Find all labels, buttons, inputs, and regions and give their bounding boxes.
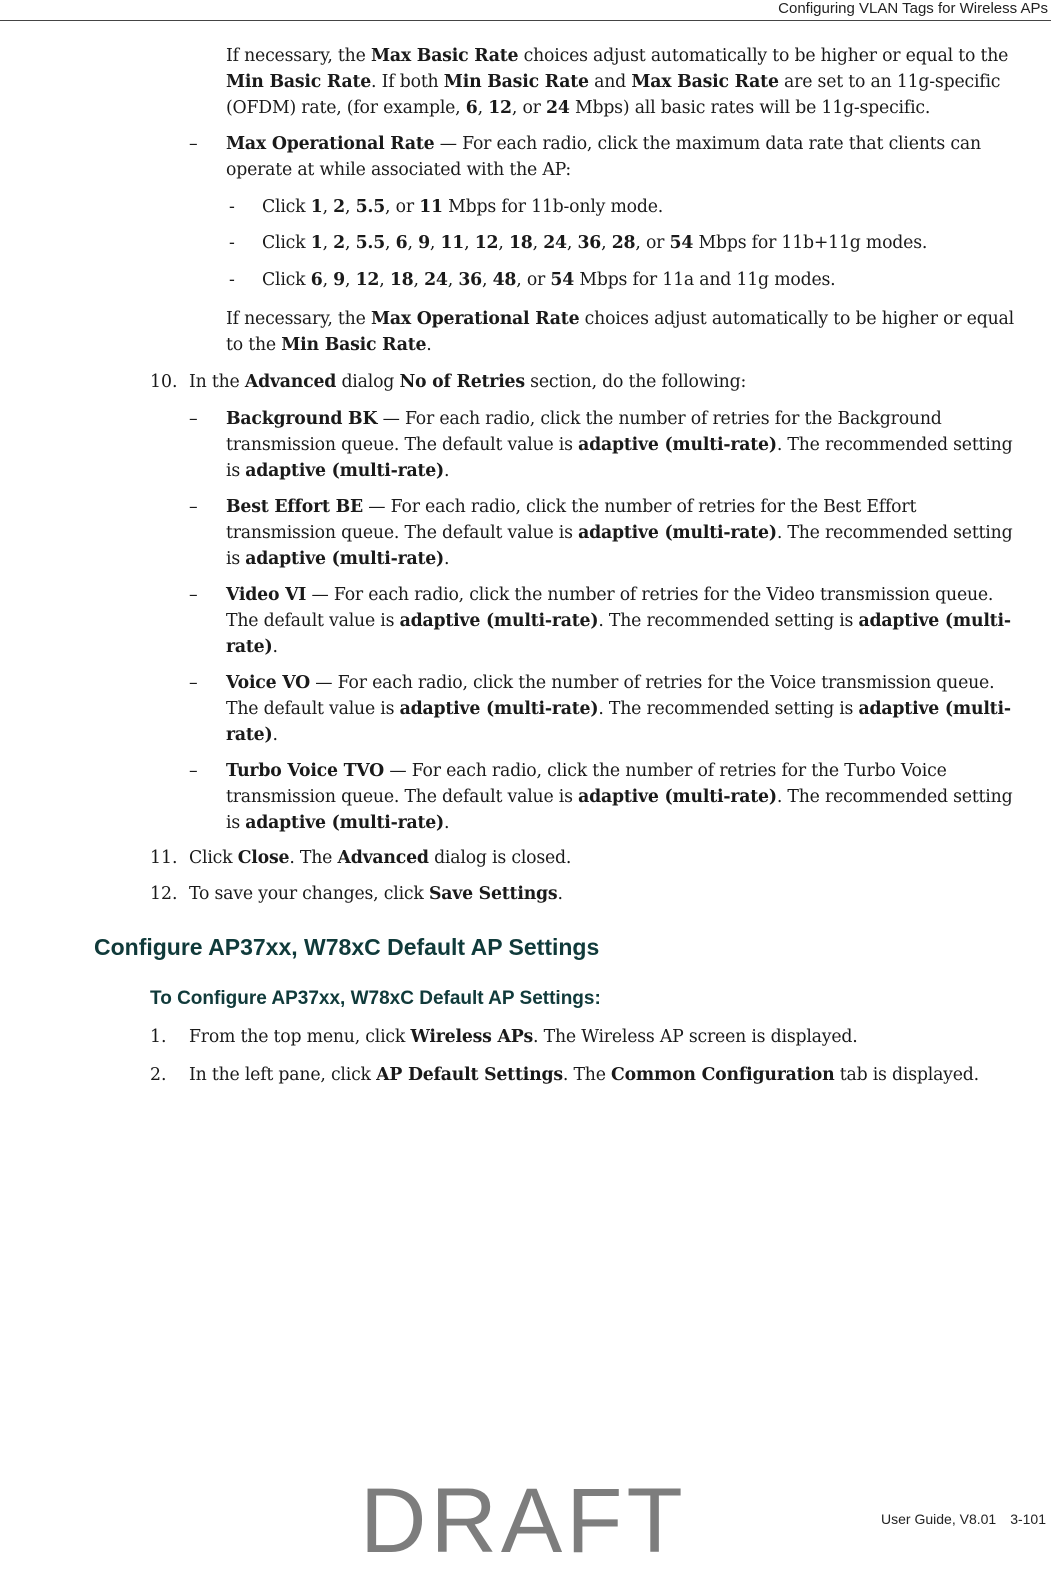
sub-bullet-11b-11g: Click 1, 2, 5.5, 6, 9, 11, 12, 18, 24, 36, 28, or 54 Mbps for 11b+11g modes. <box>262 233 928 253</box>
procedure-step-2: In the left pane, click AP Default Settings. The Common Configuration tab is displayed. <box>189 1065 979 1085</box>
page-number: 3-101 <box>1010 1511 1046 1527</box>
video-vi-item: Video VI — For each radio, click the number of retries for the Video transmission queue. <box>226 585 994 605</box>
max-operational-rate-item: Max Operational Rate — For each radio, click the maximum data rate that clients can <box>226 134 981 154</box>
guide-version: User Guide, V8.01 <box>881 1511 997 1527</box>
paragraph-max-basic-rate-line3: (OFDM) rate, (for example, 6, 12, or 24 Mbps) all basic rates will be 11g-specific. <box>226 98 931 118</box>
sub-bullet-11b: Click 1, 2, 5.5, or 11 Mbps for 11b-only mode. <box>262 197 664 217</box>
background-bk-item: Background BK — For each radio, click the number of retries for the Background <box>226 409 942 429</box>
turbo-voice-tvo-line3: is adaptive (multi-rate). <box>226 813 450 833</box>
best-effort-be-line3: is adaptive (multi-rate). <box>226 549 450 569</box>
video-vi-line3: rate). <box>226 637 278 657</box>
video-vi-line2: The default value is adaptive (multi-rate). The recommended setting is adaptive (multi- <box>226 611 1011 631</box>
voice-vo-line3: rate). <box>226 725 278 745</box>
bullet-dash: – <box>189 585 198 605</box>
max-operational-rate-item-line2: operate at while associated with the AP: <box>226 160 572 180</box>
paragraph-max-operational-line2: to the Min Basic Rate. <box>226 335 432 355</box>
header-rule <box>0 20 1051 21</box>
best-effort-be-line2: transmission queue. The default value is adaptive (multi-rate). The recommended setting <box>226 523 1013 543</box>
step-number: 1. <box>150 1027 167 1047</box>
step-number: 11. <box>150 848 178 868</box>
paragraph-max-operational-line1: If necessary, the Max Operational Rate choices adjust automatically to be higher or equal <box>226 309 1014 329</box>
sub-bullet-dash: - <box>229 270 235 290</box>
paragraph-max-basic-rate-line2: Min Basic Rate. If both Min Basic Rate and Max Basic Rate are set to an 11g-specific <box>226 72 1001 92</box>
step-number: 2. <box>150 1065 167 1085</box>
step-number: 12. <box>150 884 178 904</box>
procedure-heading: To Configure AP37xx, W78xC Default AP Settings: <box>150 988 601 1009</box>
voice-vo-item: Voice VO — For each radio, click the number of retries for the Voice transmission queue. <box>226 673 995 693</box>
sub-bullet-dash: - <box>229 197 235 217</box>
bullet-dash: – <box>189 497 198 517</box>
page-footer <box>881 1511 1046 1527</box>
bullet-dash: – <box>189 673 198 693</box>
bullet-dash: – <box>189 134 198 154</box>
running-header: Configuring VLAN Tags for Wireless APs <box>778 0 1048 17</box>
step-10: In the Advanced dialog No of Retries section, do the following: <box>189 372 747 392</box>
bullet-dash: – <box>189 761 198 781</box>
paragraph-max-basic-rate-line1: If necessary, the Max Basic Rate choices adjust automatically to be higher or equal to the <box>226 46 1009 66</box>
sub-bullet-dash: - <box>229 233 235 253</box>
turbo-voice-tvo-line2: transmission queue. The default value is adaptive (multi-rate). The recommended setting <box>226 787 1013 807</box>
background-bk-line3: is adaptive (multi-rate). <box>226 461 450 481</box>
best-effort-be-item: Best Effort BE — For each radio, click the number of retries for the Best Effort <box>226 497 917 517</box>
step-number: 10. <box>150 372 178 392</box>
bullet-dash: – <box>189 409 198 429</box>
step-12: To save your changes, click Save Settings. <box>189 884 563 904</box>
background-bk-line2: transmission queue. The default value is adaptive (multi-rate). The recommended setting <box>226 435 1013 455</box>
procedure-step-1: From the top menu, click Wireless APs. The Wireless AP screen is displayed. <box>189 1027 858 1047</box>
draft-watermark: DRAFT <box>360 1470 687 1572</box>
step-11: Click Close. The Advanced dialog is closed. <box>189 848 572 868</box>
turbo-voice-tvo-item: Turbo Voice TVO — For each radio, click the number of retries for the Turbo Voice <box>226 761 947 781</box>
voice-vo-line2: The default value is adaptive (multi-rate). The recommended setting is adaptive (multi- <box>226 699 1011 719</box>
section-heading: Configure AP37xx, W78xC Default AP Settings <box>94 934 600 960</box>
sub-bullet-11a-11g: Click 6, 9, 12, 18, 24, 36, 48, or 54 Mbps for 11a and 11g modes. <box>262 270 836 290</box>
